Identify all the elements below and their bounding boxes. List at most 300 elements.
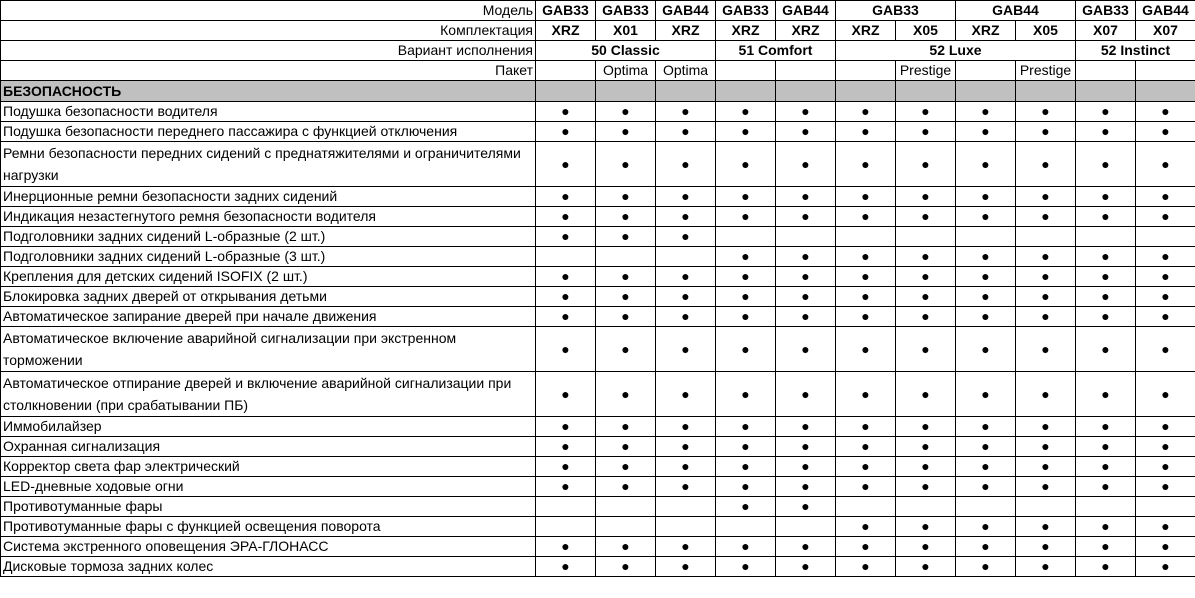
availability-cell xyxy=(656,207,716,227)
bullet-icon: ● xyxy=(1161,458,1170,474)
variant-row xyxy=(1,41,1195,61)
availability-cell xyxy=(956,537,1016,557)
package-cell xyxy=(716,61,776,81)
availability-cell xyxy=(1016,227,1076,247)
bullet-icon: ● xyxy=(921,438,930,454)
availability-cell xyxy=(536,187,596,207)
availability-cell xyxy=(536,207,596,227)
availability-cell xyxy=(776,247,836,267)
availability-cell xyxy=(716,517,776,537)
availability-cell xyxy=(1016,517,1076,537)
availability-cell xyxy=(896,207,956,227)
availability-cell xyxy=(1136,497,1195,517)
bullet-icon: ● xyxy=(621,188,630,204)
feature-name: Подушка безопасности переднего пассажира с функцией отключения xyxy=(1,122,536,142)
trim-cell: X05 xyxy=(896,21,956,41)
bullet-icon: ● xyxy=(861,340,870,357)
bullet-icon: ● xyxy=(1041,248,1050,264)
bullet-icon: ● xyxy=(741,248,750,264)
availability-cell xyxy=(716,267,776,287)
feature-name: Крепления для детских сидений ISOFIX (2 шт.) xyxy=(1,267,536,287)
feature-name: Охранная сигнализация xyxy=(1,437,536,457)
bullet-icon: ● xyxy=(681,208,690,224)
bullet-icon: ● xyxy=(981,123,990,139)
bullet-icon: ● xyxy=(741,288,750,304)
bullet-icon: ● xyxy=(621,103,630,119)
availability-cell xyxy=(896,122,956,142)
bullet-icon: ● xyxy=(981,418,990,434)
bullet-icon: ● xyxy=(621,208,630,224)
availability-cell xyxy=(836,247,896,267)
section-title: БЕЗОПАСНОСТЬ xyxy=(1,81,536,102)
bullet-icon: ● xyxy=(981,268,990,284)
bullet-icon: ● xyxy=(801,558,810,574)
availability-cell xyxy=(596,437,656,457)
bullet-icon: ● xyxy=(741,268,750,284)
availability-cell xyxy=(536,227,596,247)
availability-cell xyxy=(896,457,956,477)
availability-cell xyxy=(716,122,776,142)
feature-name: Ремни безопасности передних сидений с преднатяжителями и ограничителями нагрузки xyxy=(1,142,536,187)
bullet-icon: ● xyxy=(921,458,930,474)
bullet-icon: ● xyxy=(921,385,930,402)
availability-cell xyxy=(836,437,896,457)
bullet-icon: ● xyxy=(1101,188,1110,204)
availability-cell xyxy=(716,477,776,497)
feature-name: Иммобилайзер xyxy=(1,417,536,437)
bullet-icon: ● xyxy=(1161,208,1170,224)
availability-cell xyxy=(596,102,656,122)
bullet-icon: ● xyxy=(921,478,930,494)
availability-cell xyxy=(896,477,956,497)
feature-row xyxy=(1,287,1195,307)
bullet-icon: ● xyxy=(801,188,810,204)
bullet-icon: ● xyxy=(621,155,630,172)
bullet-icon: ● xyxy=(1041,518,1050,534)
bullet-icon: ● xyxy=(621,123,630,139)
variant-cell: 52 Luxe xyxy=(836,41,1076,61)
availability-cell xyxy=(596,287,656,307)
availability-cell xyxy=(1016,122,1076,142)
bullet-icon: ● xyxy=(921,103,930,119)
bullet-icon: ● xyxy=(681,478,690,494)
availability-cell xyxy=(656,457,716,477)
availability-cell xyxy=(896,247,956,267)
availability-cell xyxy=(596,417,656,437)
bullet-icon: ● xyxy=(1101,418,1110,434)
bullet-icon: ● xyxy=(921,418,930,434)
bullet-icon: ● xyxy=(861,458,870,474)
availability-cell xyxy=(716,142,776,187)
availability-cell xyxy=(1136,142,1195,187)
availability-cell xyxy=(1076,417,1136,437)
availability-cell xyxy=(1076,437,1136,457)
feature-row xyxy=(1,247,1195,267)
bullet-icon: ● xyxy=(1101,478,1110,494)
bullet-icon: ● xyxy=(861,155,870,172)
availability-cell xyxy=(1016,102,1076,122)
availability-cell xyxy=(776,497,836,517)
feature-name: Противотуманные фары xyxy=(1,497,536,517)
bullet-icon: ● xyxy=(741,498,750,514)
bullet-icon: ● xyxy=(981,458,990,474)
package-row xyxy=(1,61,1195,81)
bullet-icon: ● xyxy=(861,385,870,402)
model-cell: GAB33 xyxy=(536,1,596,21)
bullet-icon: ● xyxy=(681,123,690,139)
bullet-icon: ● xyxy=(681,385,690,402)
availability-cell xyxy=(1136,122,1195,142)
availability-cell xyxy=(1076,287,1136,307)
bullet-icon: ● xyxy=(561,268,570,284)
availability-cell xyxy=(536,437,596,457)
availability-cell xyxy=(896,537,956,557)
bullet-icon: ● xyxy=(801,268,810,284)
feature-row xyxy=(1,142,1195,187)
availability-cell xyxy=(596,122,656,142)
availability-cell xyxy=(536,142,596,187)
bullet-icon: ● xyxy=(801,123,810,139)
availability-cell xyxy=(1076,207,1136,227)
availability-cell xyxy=(1136,557,1195,577)
bullet-icon: ● xyxy=(681,558,690,574)
bullet-icon: ● xyxy=(621,308,630,324)
bullet-icon: ● xyxy=(681,228,690,244)
availability-cell xyxy=(1076,187,1136,207)
bullet-icon: ● xyxy=(1041,188,1050,204)
bullet-icon: ● xyxy=(921,188,930,204)
bullet-icon: ● xyxy=(981,288,990,304)
bullet-icon: ● xyxy=(621,438,630,454)
availability-cell xyxy=(836,207,896,227)
availability-cell xyxy=(776,557,836,577)
bullet-icon: ● xyxy=(621,478,630,494)
bullet-icon: ● xyxy=(861,288,870,304)
availability-cell xyxy=(956,187,1016,207)
availability-cell xyxy=(956,497,1016,517)
feature-name: Инерционные ремни безопасности задних сидений xyxy=(1,187,536,207)
availability-cell xyxy=(1016,247,1076,267)
bullet-icon: ● xyxy=(1161,385,1170,402)
bullet-icon: ● xyxy=(1101,268,1110,284)
bullet-icon: ● xyxy=(801,103,810,119)
bullet-icon: ● xyxy=(741,208,750,224)
bullet-icon: ● xyxy=(1101,208,1110,224)
availability-cell xyxy=(656,142,716,187)
feature-name: Система экстренного оповещения ЭРА-ГЛОНАСС xyxy=(1,537,536,557)
availability-cell xyxy=(956,227,1016,247)
feature-row xyxy=(1,327,1195,372)
availability-cell xyxy=(716,497,776,517)
availability-cell xyxy=(656,327,716,372)
availability-cell xyxy=(536,327,596,372)
availability-cell xyxy=(836,227,896,247)
bullet-icon: ● xyxy=(681,340,690,357)
bullet-icon: ● xyxy=(801,438,810,454)
availability-cell xyxy=(956,457,1016,477)
availability-cell xyxy=(596,247,656,267)
section-row xyxy=(1,81,1195,102)
bullet-icon: ● xyxy=(981,478,990,494)
bullet-icon: ● xyxy=(741,458,750,474)
availability-cell xyxy=(836,307,896,327)
feature-name: Индикация незастегнутого ремня безопасности водителя xyxy=(1,207,536,227)
package-cell xyxy=(1076,61,1136,81)
availability-cell xyxy=(896,307,956,327)
availability-cell xyxy=(956,102,1016,122)
feature-name: Автоматическое отпирание дверей и включение аварийной сигнализации при столкновении (при срабатывании ПБ) xyxy=(1,372,536,417)
bullet-icon: ● xyxy=(741,538,750,554)
variant-cell: 51 Comfort xyxy=(716,41,836,61)
availability-cell xyxy=(1136,457,1195,477)
bullet-icon: ● xyxy=(561,155,570,172)
availability-cell xyxy=(956,122,1016,142)
availability-cell xyxy=(656,557,716,577)
bullet-icon: ● xyxy=(1041,458,1050,474)
trim-row xyxy=(1,21,1195,41)
bullet-icon: ● xyxy=(561,418,570,434)
availability-cell xyxy=(836,327,896,372)
availability-cell xyxy=(776,437,836,457)
bullet-icon: ● xyxy=(681,458,690,474)
availability-cell xyxy=(1136,227,1195,247)
availability-cell xyxy=(716,537,776,557)
bullet-icon: ● xyxy=(621,418,630,434)
feature-name: Блокировка задних дверей от открывания детьми xyxy=(1,287,536,307)
bullet-icon: ● xyxy=(561,288,570,304)
availability-cell xyxy=(776,307,836,327)
availability-cell xyxy=(776,267,836,287)
package-cell xyxy=(956,61,1016,81)
package-cell: Prestige xyxy=(896,61,956,81)
availability-cell xyxy=(956,287,1016,307)
availability-cell xyxy=(716,557,776,577)
bullet-icon: ● xyxy=(741,418,750,434)
availability-cell xyxy=(1076,122,1136,142)
availability-cell xyxy=(1016,327,1076,372)
availability-cell xyxy=(776,477,836,497)
bullet-icon: ● xyxy=(801,538,810,554)
feature-name: Противотуманные фары с функцией освещения поворота xyxy=(1,517,536,537)
bullet-icon: ● xyxy=(801,208,810,224)
availability-cell xyxy=(896,437,956,457)
feature-row xyxy=(1,457,1195,477)
availability-cell xyxy=(836,372,896,417)
availability-cell xyxy=(836,122,896,142)
bullet-icon: ● xyxy=(1161,188,1170,204)
availability-cell xyxy=(956,207,1016,227)
availability-cell xyxy=(656,537,716,557)
bullet-icon: ● xyxy=(561,538,570,554)
bullet-icon: ● xyxy=(1041,155,1050,172)
bullet-icon: ● xyxy=(681,268,690,284)
availability-cell xyxy=(716,457,776,477)
trim-cell: X07 xyxy=(1136,21,1195,41)
availability-cell xyxy=(956,417,1016,437)
model-cell: GAB44 xyxy=(776,1,836,21)
bullet-icon: ● xyxy=(981,188,990,204)
model-cell: GAB44 xyxy=(1136,1,1195,21)
bullet-icon: ● xyxy=(801,248,810,264)
trim-cell: X05 xyxy=(1016,21,1076,41)
availability-cell xyxy=(776,227,836,247)
package-cell xyxy=(776,61,836,81)
availability-cell xyxy=(956,372,1016,417)
availability-cell xyxy=(596,477,656,497)
bullet-icon: ● xyxy=(801,308,810,324)
feature-row xyxy=(1,372,1195,417)
bullet-icon: ● xyxy=(981,248,990,264)
availability-cell xyxy=(596,537,656,557)
availability-cell xyxy=(956,517,1016,537)
availability-cell xyxy=(596,227,656,247)
availability-cell xyxy=(536,287,596,307)
bullet-icon: ● xyxy=(1101,288,1110,304)
availability-cell xyxy=(1016,557,1076,577)
availability-cell xyxy=(1016,142,1076,187)
availability-cell xyxy=(1016,267,1076,287)
availability-cell xyxy=(1136,207,1195,227)
bullet-icon: ● xyxy=(861,248,870,264)
availability-cell xyxy=(716,437,776,457)
availability-cell xyxy=(656,497,716,517)
availability-cell xyxy=(716,187,776,207)
availability-cell xyxy=(776,187,836,207)
availability-cell xyxy=(776,207,836,227)
availability-cell xyxy=(776,102,836,122)
availability-cell xyxy=(776,417,836,437)
availability-cell xyxy=(776,372,836,417)
bullet-icon: ● xyxy=(801,498,810,514)
bullet-icon: ● xyxy=(1161,340,1170,357)
bullet-icon: ● xyxy=(741,558,750,574)
availability-cell xyxy=(1076,327,1136,372)
availability-cell xyxy=(1136,102,1195,122)
bullet-icon: ● xyxy=(921,123,930,139)
trim-cell: XRZ xyxy=(716,21,776,41)
availability-cell xyxy=(776,537,836,557)
variant-label: Вариант исполнения xyxy=(1,41,536,61)
bullet-icon: ● xyxy=(1161,418,1170,434)
trim-cell: XRZ xyxy=(776,21,836,41)
availability-cell xyxy=(1136,287,1195,307)
bullet-icon: ● xyxy=(861,188,870,204)
bullet-icon: ● xyxy=(861,103,870,119)
availability-cell xyxy=(1016,537,1076,557)
bullet-icon: ● xyxy=(981,103,990,119)
bullet-icon: ● xyxy=(1041,103,1050,119)
availability-cell xyxy=(536,557,596,577)
bullet-icon: ● xyxy=(1161,518,1170,534)
availability-cell xyxy=(656,227,716,247)
bullet-icon: ● xyxy=(621,340,630,357)
bullet-icon: ● xyxy=(1161,268,1170,284)
availability-cell xyxy=(596,372,656,417)
bullet-icon: ● xyxy=(1101,123,1110,139)
model-label: Модель xyxy=(1,1,536,21)
availability-cell xyxy=(1076,247,1136,267)
bullet-icon: ● xyxy=(1161,155,1170,172)
availability-cell xyxy=(1076,307,1136,327)
bullet-icon: ● xyxy=(681,538,690,554)
bullet-icon: ● xyxy=(561,228,570,244)
bullet-icon: ● xyxy=(1041,308,1050,324)
model-cell: GAB33 xyxy=(596,1,656,21)
bullet-icon: ● xyxy=(921,248,930,264)
availability-cell xyxy=(1016,477,1076,497)
availability-cell xyxy=(1016,187,1076,207)
feature-name: Дисковые тормоза задних колес xyxy=(1,557,536,577)
availability-cell xyxy=(956,267,1016,287)
availability-cell xyxy=(536,122,596,142)
feature-row xyxy=(1,207,1195,227)
bullet-icon: ● xyxy=(561,208,570,224)
package-cell: Optima xyxy=(656,61,716,81)
bullet-icon: ● xyxy=(681,188,690,204)
feature-row xyxy=(1,557,1195,577)
bullet-icon: ● xyxy=(1101,458,1110,474)
availability-cell xyxy=(956,437,1016,457)
availability-cell xyxy=(896,372,956,417)
availability-cell xyxy=(836,497,896,517)
bullet-icon: ● xyxy=(801,385,810,402)
bullet-icon: ● xyxy=(561,340,570,357)
availability-cell xyxy=(1136,372,1195,417)
bullet-icon: ● xyxy=(861,558,870,574)
availability-cell xyxy=(1136,307,1195,327)
availability-cell xyxy=(656,287,716,307)
bullet-icon: ● xyxy=(1101,438,1110,454)
bullet-icon: ● xyxy=(741,103,750,119)
bullet-icon: ● xyxy=(681,103,690,119)
model-cell: GAB33 xyxy=(1076,1,1136,21)
availability-cell xyxy=(896,327,956,372)
trim-cell: X07 xyxy=(1076,21,1136,41)
bullet-icon: ● xyxy=(1101,155,1110,172)
bullet-icon: ● xyxy=(1161,438,1170,454)
bullet-icon: ● xyxy=(921,288,930,304)
bullet-icon: ● xyxy=(741,308,750,324)
bullet-icon: ● xyxy=(1041,123,1050,139)
bullet-icon: ● xyxy=(681,438,690,454)
feature-row xyxy=(1,537,1195,557)
availability-cell xyxy=(596,497,656,517)
availability-cell xyxy=(896,497,956,517)
availability-cell xyxy=(656,477,716,497)
availability-cell xyxy=(536,477,596,497)
availability-cell xyxy=(1016,417,1076,437)
bullet-icon: ● xyxy=(801,478,810,494)
model-cell: GAB33 xyxy=(716,1,776,21)
availability-cell xyxy=(1136,247,1195,267)
availability-cell xyxy=(1016,287,1076,307)
model-cell: GAB33 xyxy=(836,1,956,21)
bullet-icon: ● xyxy=(681,418,690,434)
bullet-icon: ● xyxy=(801,340,810,357)
bullet-icon: ● xyxy=(921,518,930,534)
availability-cell xyxy=(1076,142,1136,187)
bullet-icon: ● xyxy=(1161,103,1170,119)
availability-cell xyxy=(1016,307,1076,327)
trim-cell: X01 xyxy=(596,21,656,41)
availability-cell xyxy=(1076,497,1136,517)
availability-cell xyxy=(536,247,596,267)
availability-cell xyxy=(596,207,656,227)
feature-name: Автоматическое запирание дверей при начале движения xyxy=(1,307,536,327)
bullet-icon: ● xyxy=(861,438,870,454)
bullet-icon: ● xyxy=(621,385,630,402)
availability-cell xyxy=(896,227,956,247)
